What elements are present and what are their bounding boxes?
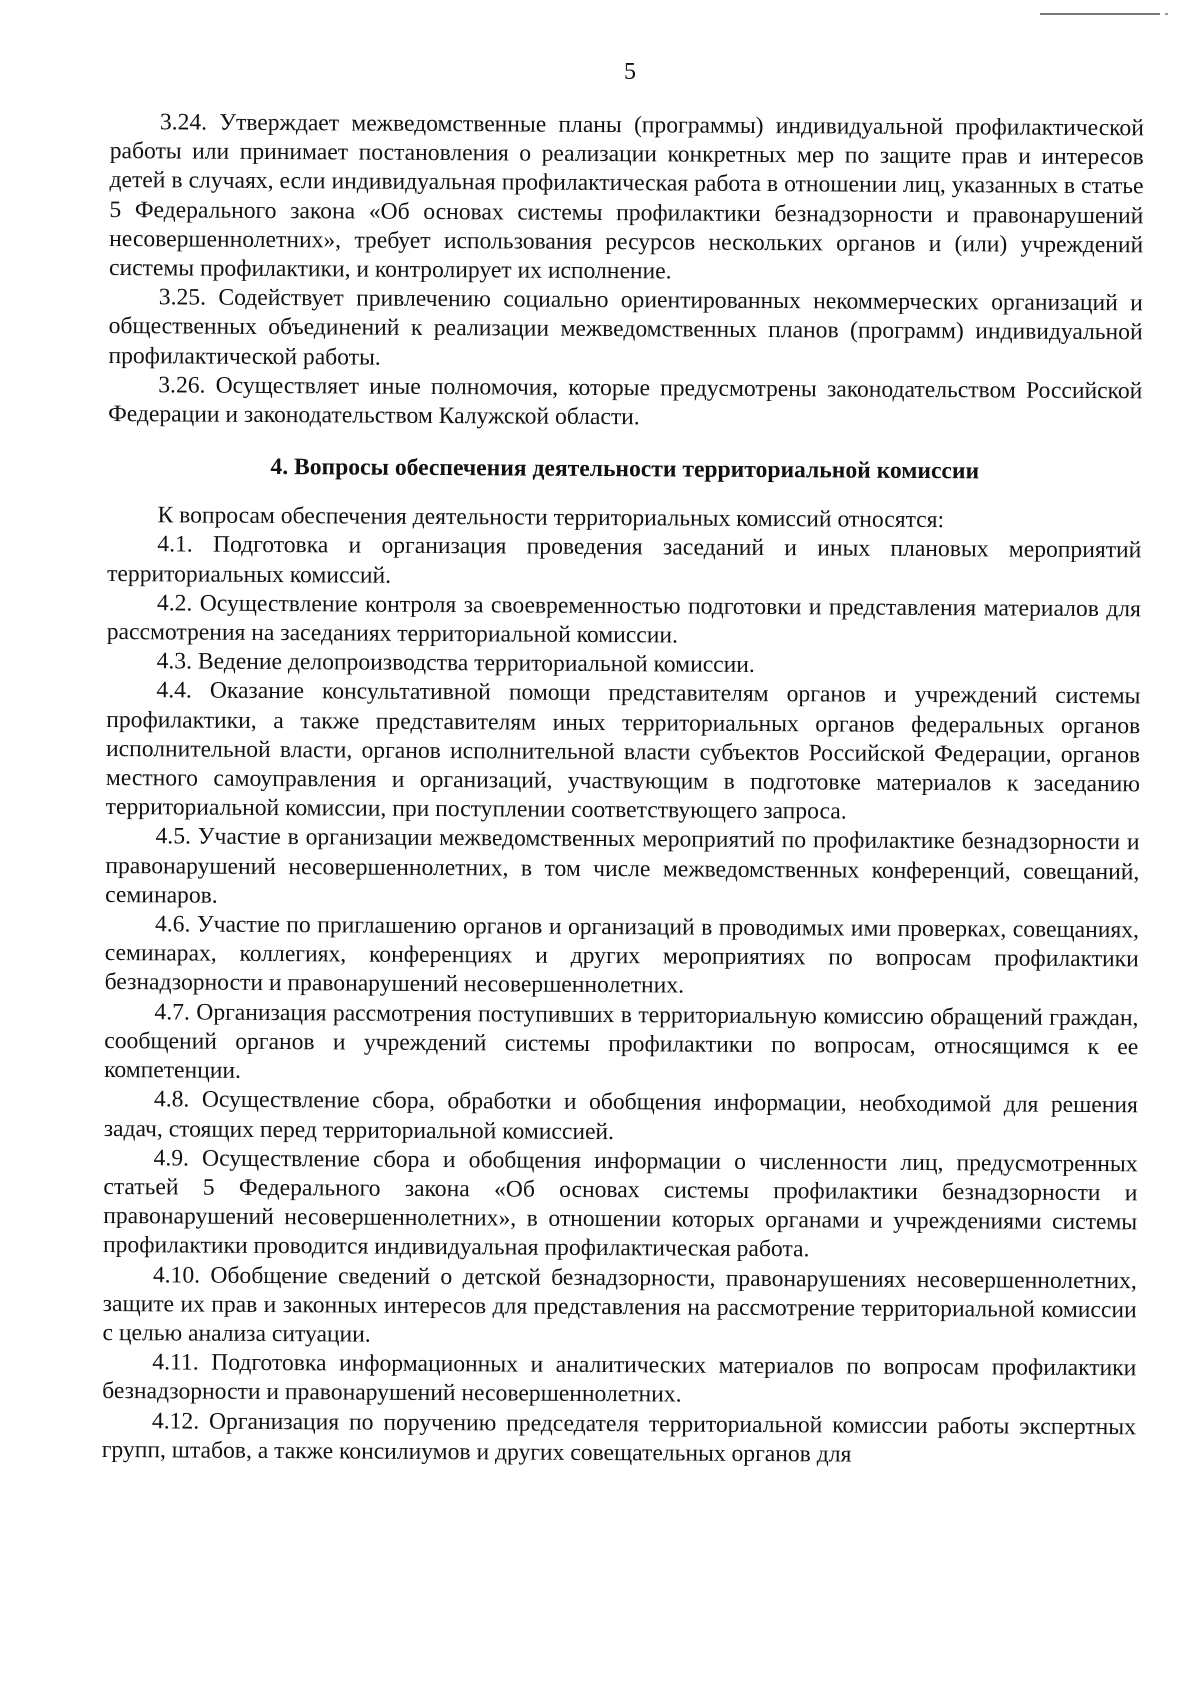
paragraph-4-4: 4.4. Оказание консультативной помощи представителям органов и учреждений системы профилактики, а также представителям иных территориальных органов федеральных органов исполнительной власти, органов исполнительной власти субъектов Российской Федерации, органов местного самоуправления и организаций, участвующим в подготовке материалов к заседанию территориальной комиссии, при поступлении соответствующего запроса. [105, 677, 1141, 825]
page-number: 5 [624, 59, 636, 85]
section-4-intro: К вопросам обеспечения деятельности территориальных комиссий относятся: [157, 502, 945, 534]
scan-artifact-line [1040, 13, 1160, 15]
paragraph-4-10: 4.10. Обобщение сведений о детской безнадзорности, правонарушениях несовершеннолетних, защите их прав и законных интересов для представления на рассмотрение территориальной комиссии с целью анализа ситуации. [102, 1261, 1137, 1348]
paragraph-3-25: 3.25. Содействует привлечению социально ориентированных некоммерческих организаций и общественных объединений к реализации межведомственных планов (программ) индивидуальной профилактической работы. [108, 284, 1143, 371]
paragraph-4-8: 4.8. Осуществление сбора, обработки и обобщения информации, необходимой для решения задач, стоящих перед территориальной комиссией. [103, 1086, 1139, 1145]
paragraph-4-11: 4.11. Подготовка информационных и аналитических материалов по вопросам профилактики безнадзорности и правонарушений несовершеннолетних. [102, 1349, 1137, 1408]
paragraph-4-9: 4.9. Осуществление сбора и обобщения информации о численности лиц, предусмотренных статьей 5 Федерального закона «Об основах системы профилактики безнадзорности и правонарушений несовершеннолетних», в отношении которых органами и учреждениями системы профилактики проводится индивидуальная профилактическая работа. [102, 1144, 1138, 1263]
paragraph-3-24: 3.24. Утверждает межведомственные планы (программы) индивидуальной профилактической работы или принимает постановления о реализации конкретных мер по защите прав и интересов детей в случаях, если индивидуальная профилактическая работа в отношении лиц, указанных в статье 5 Федерального закона «Об основах системы профилактики безнадзорности и правонарушений несовершеннолетних», требует использования ресурсов нескольких органов и (или) учреждений системы профилактики, и контролирует их исполнение. [108, 109, 1144, 285]
paragraph-4-5: 4.5. Участие в организации межведомственных мероприятий по профилактике безнадзорности и правонарушений несовершеннолетних, в том числе межведомственных конференций, совещаний, семинаров. [105, 823, 1140, 909]
paragraph-4-2: 4.2. Осуществление контроля за своевременностью подготовки и представления материалов для рассмотрения на заседаниях территориальной комиссии. [106, 590, 1142, 649]
paragraph-4-6: 4.6. Участие по приглашению органов и организаций в проводимых ими проверках, совещаниях, семинарах, коллегиях, конференциях и других мероприятиях по вопросам профилактики безнадзорности и правонарушений несовершеннолетних. [104, 911, 1140, 1000]
document-body [102, 108, 1144, 1471]
paragraph-4-7: 4.7. Организация рассмотрения поступивших в территориальную комиссию обращений граждан, сообщений органов и учреждений системы профилактики по вопросам, относящимся к ее компетенции. [104, 998, 1139, 1084]
paragraph-4-3: 4.3. Ведение делопроизводства территориальной комиссии. [156, 648, 755, 679]
paragraph-4-1: 4.1. Подготовка и организация проведения заседаний и иных плановых мероприятий территориальных комиссий. [107, 531, 1142, 589]
paragraph-4-12: 4.12. Организация по поручению председателя территориальной комиссии работы экспертных групп, штабов, а также консилиумов и других совещательных органов для [101, 1407, 1137, 1468]
section-4-heading: 4. Вопросы обеспечения деятельности территориальной комиссии [270, 454, 980, 485]
paragraph-3-26: 3.26. Осуществляет иные полномочия, которые предусмотрены законодательством Российской Федерации и законодательством Калужской области. [108, 372, 1143, 431]
